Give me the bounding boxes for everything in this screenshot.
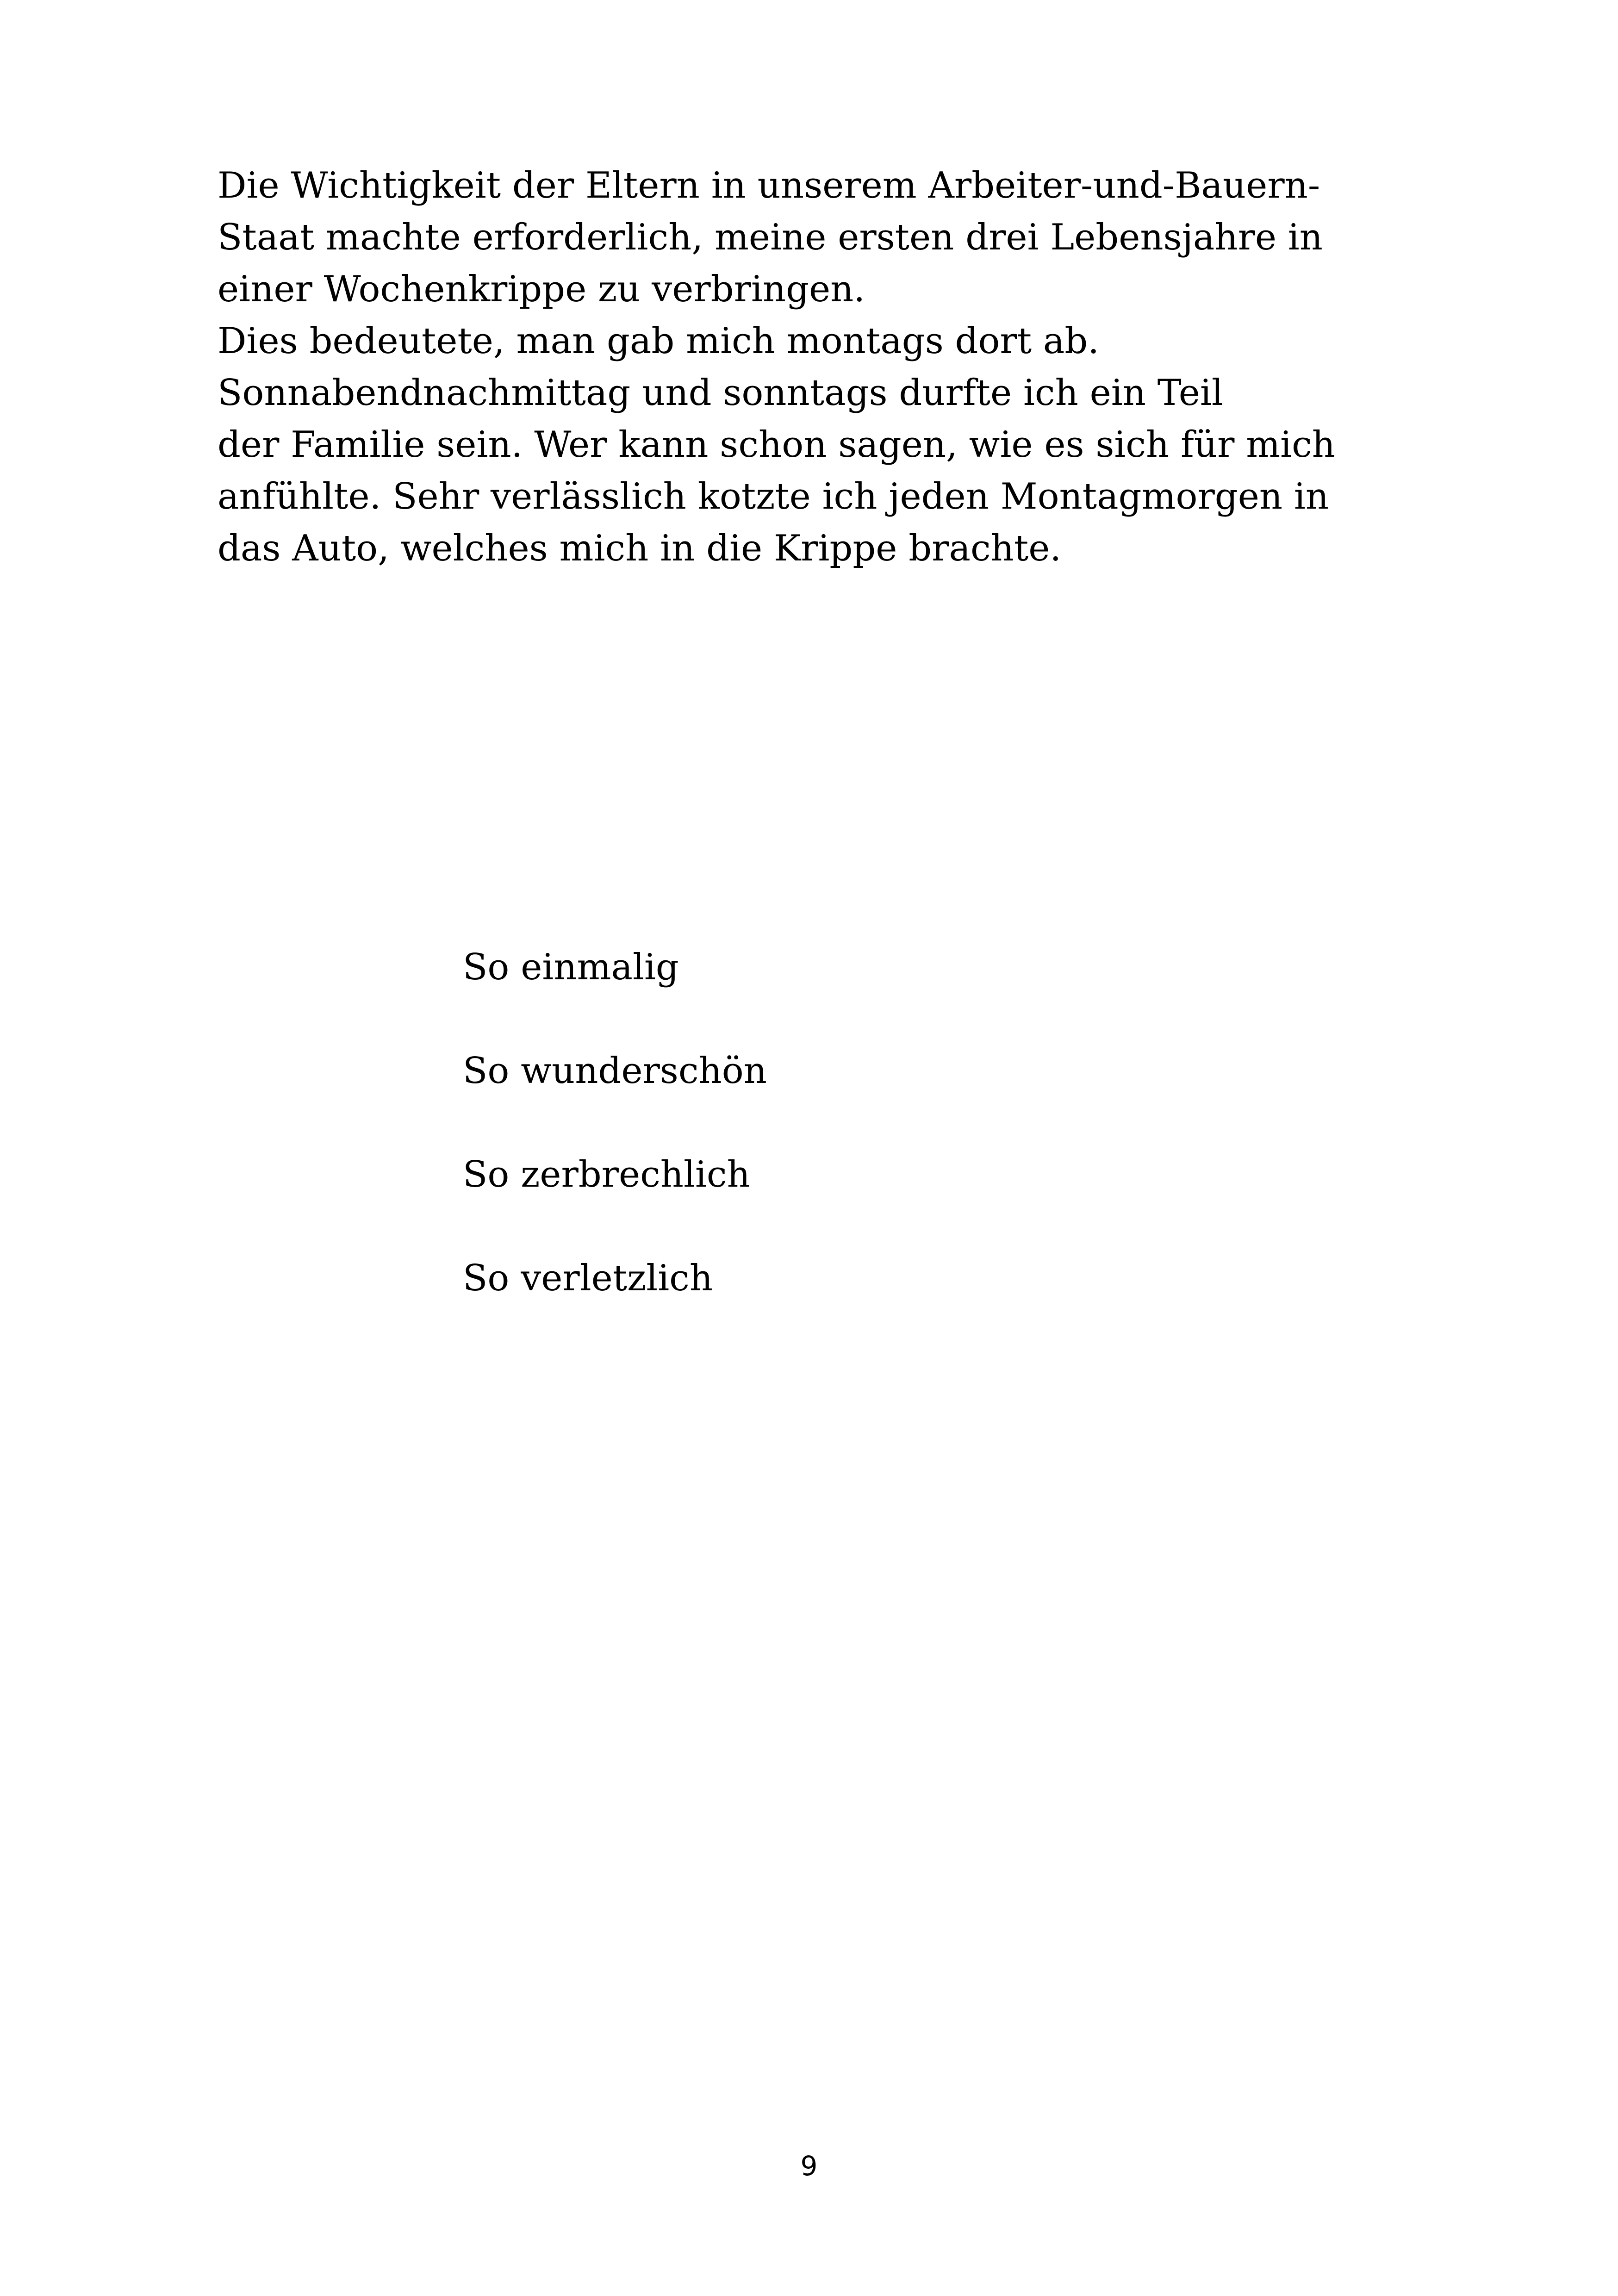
poem-line: So verletzlich xyxy=(463,1257,713,1299)
paragraph-line: das Auto, welches mich in die Krippe brachte. xyxy=(218,528,1062,569)
page-number: 9 xyxy=(800,2150,818,2182)
poem-line: So einmalig xyxy=(463,946,679,988)
poem-stanza xyxy=(463,941,767,1304)
poem-line: So zerbrechlich xyxy=(463,1154,750,1195)
paragraph-line: der Familie sein. Wer kann schon sagen, wie es sich für mich xyxy=(218,424,1336,466)
paragraph-line: Sonnabendnachmittag und sonntags durfte ich ein Teil xyxy=(218,372,1223,414)
paragraph-line: Dies bedeutete, man gab mich montags dort ab. xyxy=(218,320,1100,362)
paragraph-line: Die Wichtigkeit der Eltern in unserem Arbeiter-und-Bauern- xyxy=(218,165,1320,206)
paragraph-line: einer Wochenkrippe zu verbringen. xyxy=(218,268,865,310)
poem-line: So wunderschön xyxy=(463,1050,767,1092)
body-paragraph xyxy=(218,160,1430,574)
paragraph-line: Staat machte erforderlich, meine ersten drei Lebensjahre in xyxy=(218,217,1323,258)
paragraph-line: anfühlte. Sehr verlässlich kotzte ich jeden Montagmorgen in xyxy=(218,476,1329,517)
